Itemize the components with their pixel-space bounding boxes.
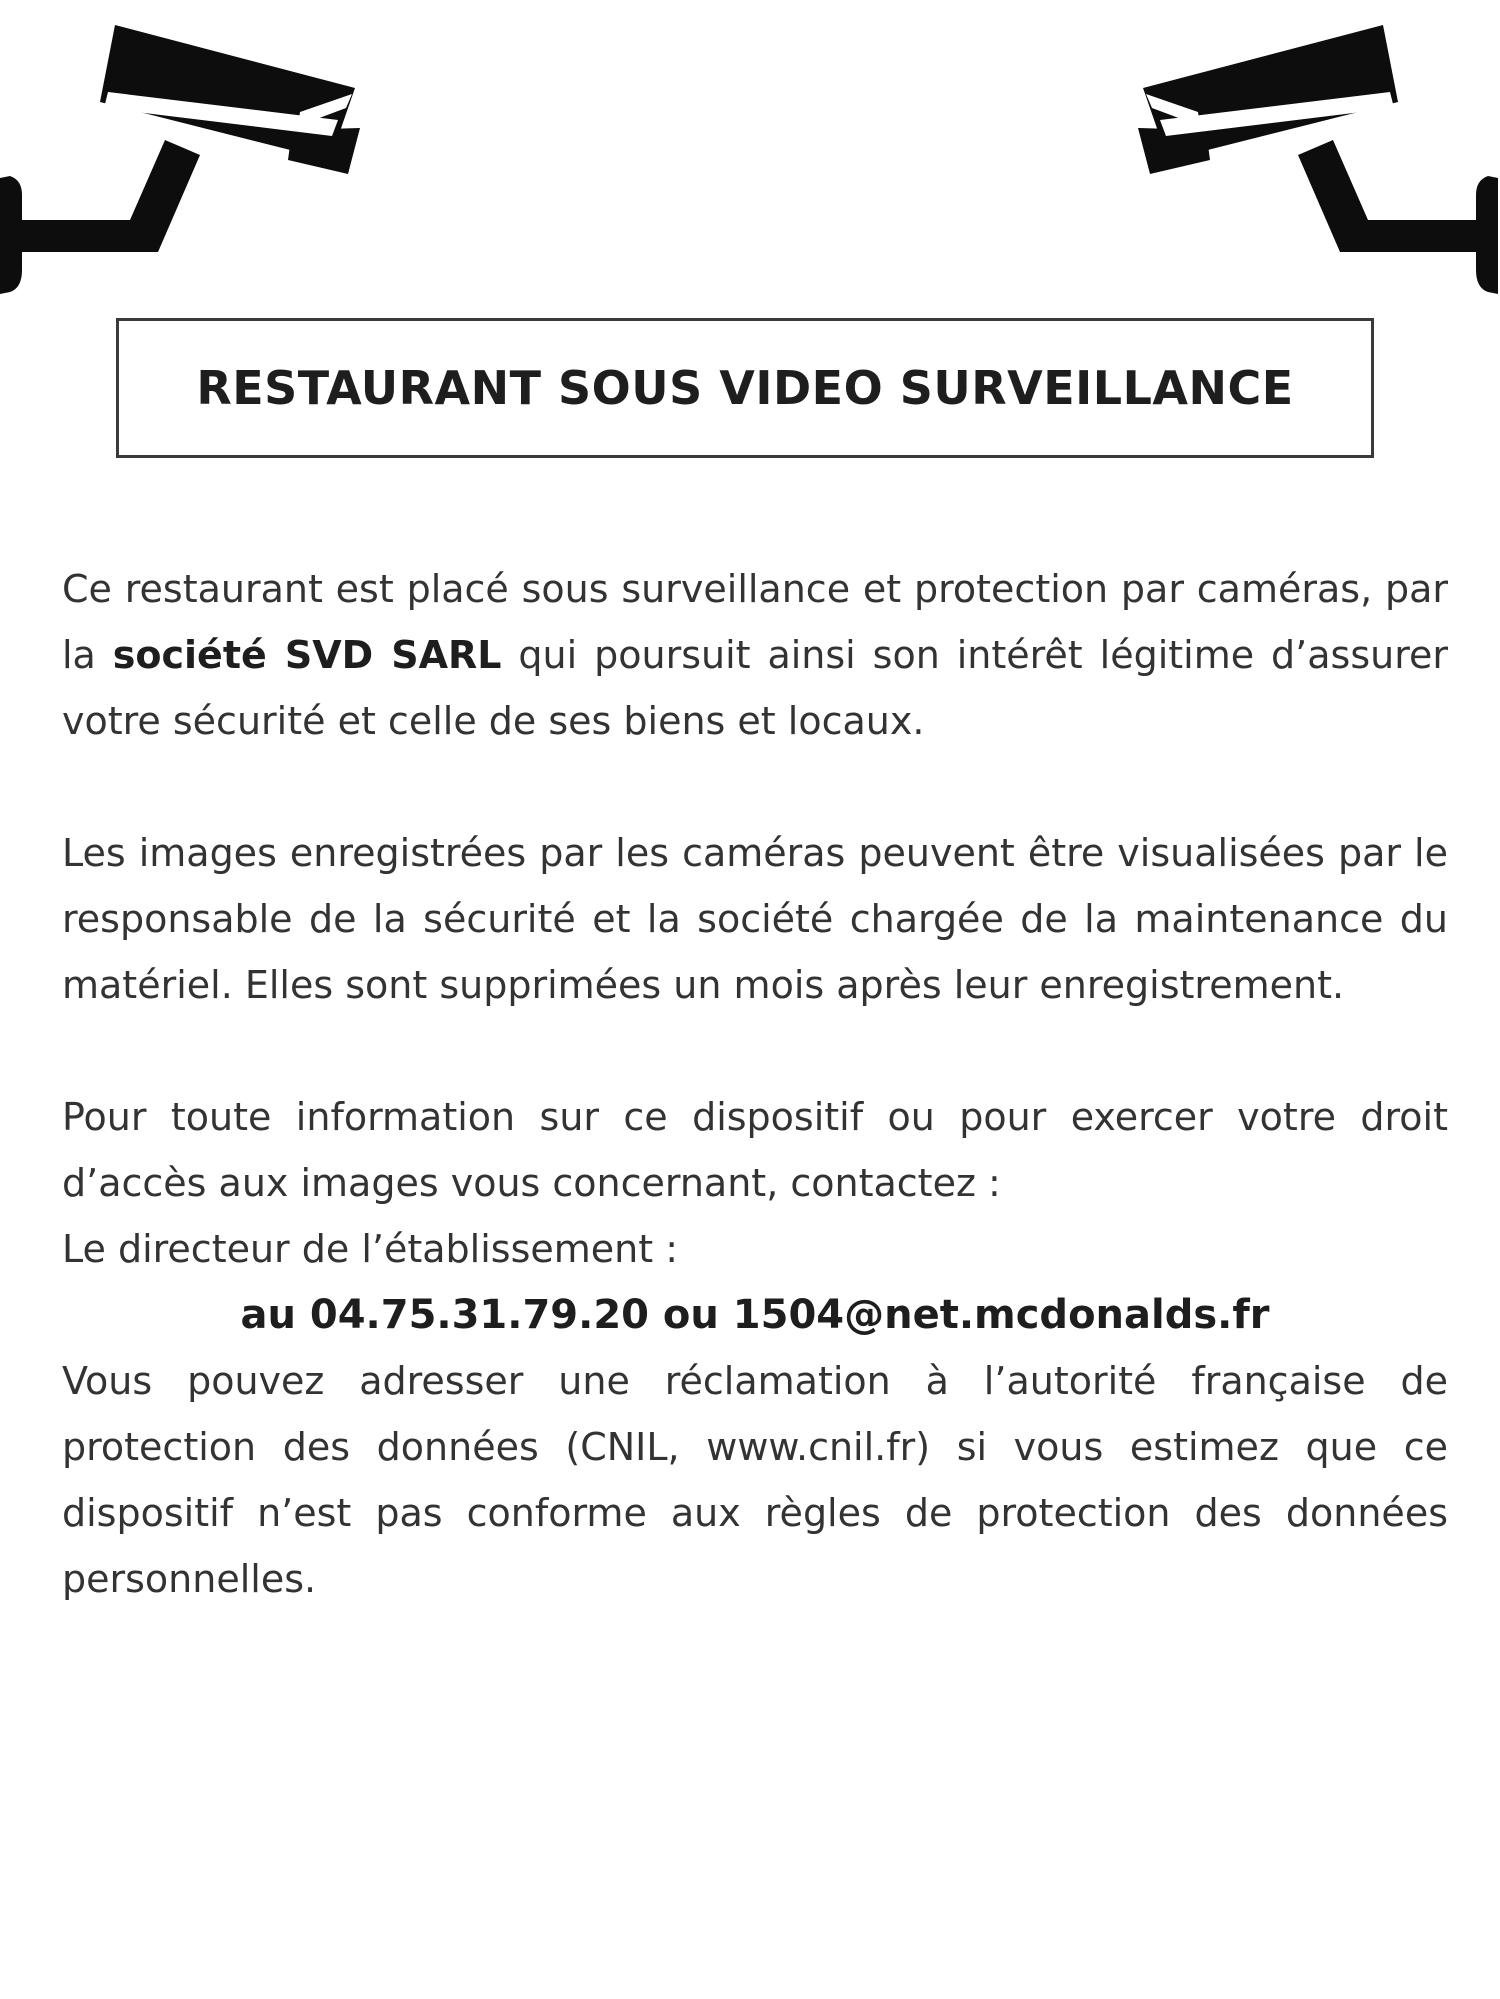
contact-person: Le directeur de l’établissement : <box>62 1227 679 1271</box>
paragraph-surveillance-start: Ce restaurant est placé sous surveillance et protection par caméras, par la <box>62 567 1448 677</box>
security-camera-icon <box>0 20 370 310</box>
complaint-text: Vous pouvez adresser une réclamation à l’autorité française de protection des données (CNIL, www.cnil.fr) si vous estimez que ce dispositif n’est pas conforme aux règles de protection des données personnelles. <box>62 1359 1448 1601</box>
paragraph-surveillance-end: qui poursuit ainsi son intérêt légitime d’assurer votre sécurité et celle de ses biens et locaux. <box>62 633 1448 743</box>
contact-details: au 04.75.31.79.20 ou 1504@net.mcdonalds.fr <box>240 1292 1270 1338</box>
company-name: société SVD SARL <box>112 633 502 677</box>
security-camera-icon <box>1128 20 1498 310</box>
page-title: RESTAURANT SOUS VIDEO SURVEILLANCE <box>196 361 1294 415</box>
paragraph-retention: Les images enregistrées par les caméras peuvent être visualisées par le responsable de la sécurité et la société chargée de la maintenance du matériel. Elles sont supprimées un mois après leur enregistrement. <box>62 831 1448 1007</box>
contact-intro: Pour toute information sur ce dispositif ou pour exercer votre droit d’accès aux images vous concernant, contactez : <box>62 1095 1448 1205</box>
paragraph-surveillance <box>62 556 1448 754</box>
title-box <box>116 318 1374 458</box>
paragraph-contact <box>62 1084 1448 1612</box>
notice-body <box>62 556 1448 1612</box>
